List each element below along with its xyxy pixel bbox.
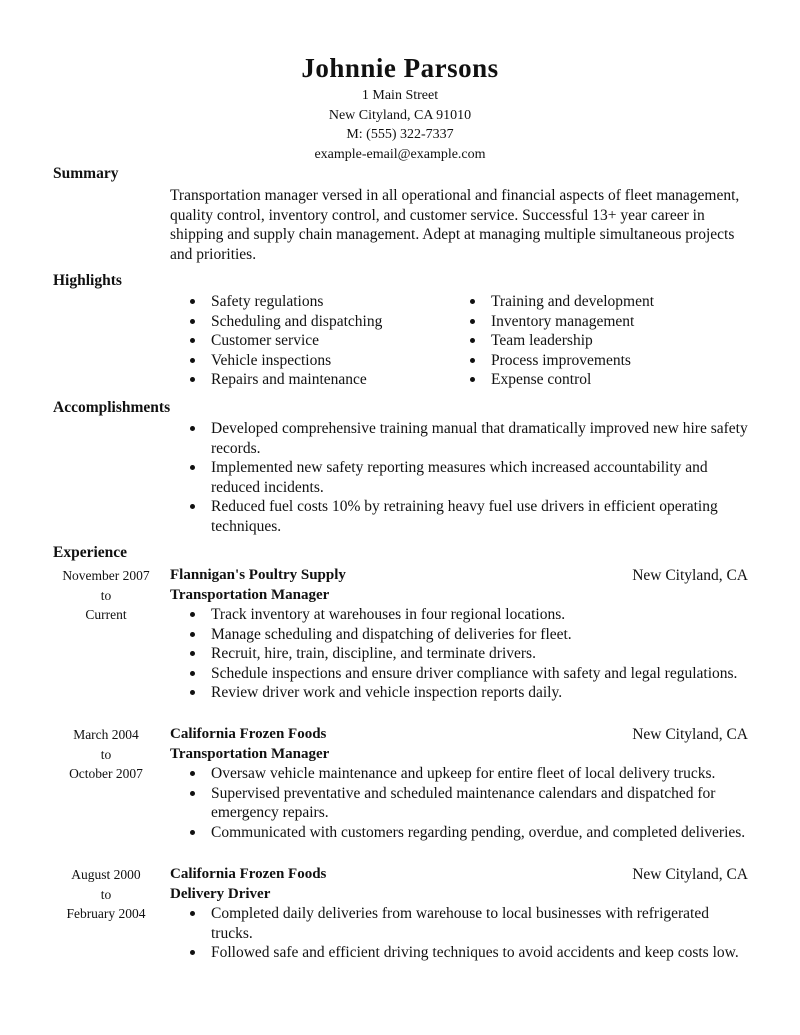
job-start-date: March 2004 xyxy=(73,727,139,742)
accomplishment-item: Reduced fuel costs 10% by retraining heavy fuel use drivers in efficient operating techniques. xyxy=(190,497,750,536)
highlight-item: Inventory management xyxy=(470,312,750,332)
job-end-date: October 2007 xyxy=(69,766,143,781)
job-duty: Review driver work and vehicle inspection reports daily. xyxy=(190,683,750,703)
email-address: example-email@example.com xyxy=(314,146,486,162)
city-state-zip: New Cityland, CA 91010 xyxy=(328,107,472,123)
job-company: California Frozen Foods xyxy=(170,726,327,742)
job-duties xyxy=(190,904,750,963)
job-company: California Frozen Foods xyxy=(170,866,327,882)
summary-heading: Summary xyxy=(53,165,119,182)
highlight-item: Safety regulations xyxy=(190,292,470,312)
accomplishments-heading: Accomplishments xyxy=(53,399,171,416)
job-duty: Supervised preventative and scheduled maintenance calendars and dispatched for emergency repairs. xyxy=(190,784,750,823)
address-line: 1 Main Street xyxy=(361,88,439,103)
highlight-item: Process improvements xyxy=(470,351,750,371)
job-details xyxy=(170,725,748,842)
accomplishment-item: Implemented new safety reporting measures which increased accountability and reduced incidents. xyxy=(190,458,750,497)
resume-header xyxy=(0,50,800,164)
job-duty: Completed daily deliveries from warehouse to local businesses with refrigerated trucks. xyxy=(190,904,750,943)
job-date-separator: to xyxy=(100,587,112,603)
job-location: New Cityland, CA xyxy=(632,866,748,883)
experience-heading: Experience xyxy=(53,544,128,561)
job-date-separator: to xyxy=(100,886,112,902)
job-duty: Followed safe and efficient driving techniques to avoid accidents and keep costs low. xyxy=(190,943,750,963)
highlight-item: Expense control xyxy=(470,370,750,390)
job-dates xyxy=(52,566,160,625)
job-title: Transportation Manager xyxy=(170,586,330,603)
candidate-name: Johnnie Parsons xyxy=(301,53,499,83)
job-duty: Manage scheduling and dispatching of deliveries for fleet. xyxy=(190,625,750,645)
job-title: Delivery Driver xyxy=(170,885,271,902)
highlight-item: Vehicle inspections xyxy=(190,351,470,371)
job-start-date: November 2007 xyxy=(62,568,150,583)
summary-text: Transportation manager versed in all operational and financial aspects of fleet management, quality control, inventory control, and customer service. Successful 13+ year career in shipping and supply chain management. Adept at managing multiple simultaneous projects and priorities. xyxy=(170,187,740,263)
phone-number: M: (555) 322-7337 xyxy=(346,127,454,142)
job-location: New Cityland, CA xyxy=(632,567,748,584)
job-duties xyxy=(190,764,750,842)
job-duty: Track inventory at warehouses in four regional locations. xyxy=(190,605,750,625)
job-details xyxy=(170,566,748,703)
job-location: New Cityland, CA xyxy=(632,726,748,743)
highlights-list xyxy=(190,292,750,390)
job-duty: Oversaw vehicle maintenance and upkeep for entire fleet of local delivery trucks. xyxy=(190,764,750,784)
job-duty: Communicated with customers regarding pending, overdue, and completed deliveries. xyxy=(190,823,750,843)
highlights-column-left xyxy=(190,292,470,390)
job-date-separator: to xyxy=(100,746,112,762)
job-title: Transportation Manager xyxy=(170,745,330,762)
highlight-item: Repairs and maintenance xyxy=(190,370,470,390)
job-start-date: August 2000 xyxy=(71,867,141,882)
accomplishment-item: Developed comprehensive training manual that dramatically improved new hire safety records. xyxy=(190,419,750,458)
highlights-column-right xyxy=(470,292,750,390)
highlight-item: Training and development xyxy=(470,292,750,312)
job-end-date: February 2004 xyxy=(66,906,146,921)
job-duty: Recruit, hire, train, discipline, and terminate drivers. xyxy=(190,644,750,664)
job-details xyxy=(170,865,748,963)
accomplishments-list xyxy=(190,419,750,536)
job-dates xyxy=(52,725,160,784)
highlight-item: Scheduling and dispatching xyxy=(190,312,470,332)
highlight-item: Customer service xyxy=(190,331,470,351)
highlights-heading: Highlights xyxy=(53,272,122,289)
highlight-item: Team leadership xyxy=(470,331,750,351)
job-duties xyxy=(190,605,750,703)
job-end-date: Current xyxy=(85,607,127,622)
job-company: Flannigan's Poultry Supply xyxy=(170,567,346,583)
job-duty: Schedule inspections and ensure driver compliance with safety and legal regulations. xyxy=(190,664,750,684)
job-dates xyxy=(52,865,160,924)
